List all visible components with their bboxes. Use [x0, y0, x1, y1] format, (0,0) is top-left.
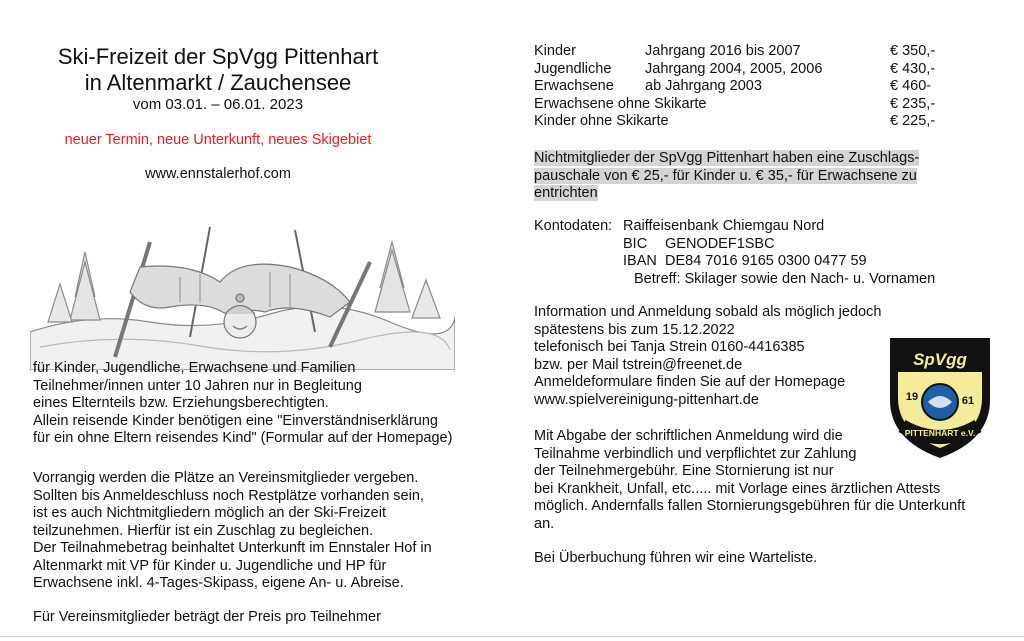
text-line: der Teilnehmergebühr. Eine Stornierung ist nur: [534, 463, 834, 479]
text-line: Teilnahme verbindlich und verpflichtet zur Zahlung: [534, 445, 857, 462]
price-detail: Jahrgang 2004, 2005, 2006: [645, 60, 823, 77]
price-row: [534, 61, 954, 79]
left-paragraph-2: [33, 470, 432, 593]
text-line: pauschale von € 25,- für Kinder u. € 35,- für Erwachsene zu: [534, 167, 917, 184]
price-table: [534, 43, 954, 131]
bic-value: GENODEF1SBC: [665, 235, 775, 252]
waitlist-note: Bei Überbuchung führen wir eine Warteliste.: [534, 550, 818, 566]
text-line: bei Krankheit, Unfall, etc..... mit Vorlage eines ärztlichen Attests: [534, 480, 941, 497]
price-value: € 225,-: [890, 113, 936, 129]
price-value: € 460-: [890, 78, 932, 94]
bank-label: Kontodaten:: [534, 218, 613, 234]
text-line: Teilnehmer/innen unter 10 Jahren nur in Begleitung: [33, 377, 362, 394]
page-title-line1: Ski-Freizeit der SpVgg Pittenhart: [57, 44, 379, 69]
text-line: entrichten: [534, 185, 598, 201]
text-line: für Kinder, Jugendliche, Erwachsene und Familien: [33, 360, 356, 376]
text-line: bzw. per Mail tstrein@freenet.de: [534, 356, 743, 373]
price-value: € 430,-: [890, 60, 936, 77]
logo-year-right: 61: [961, 395, 975, 407]
text-line: für ein ohne Eltern reisendes Kind" (Formular auf der Homepage): [33, 430, 453, 446]
text-line: ist es auch Nichtmitgliedern möglich an der Ski-Freizeit: [33, 505, 386, 521]
text-line: spätestens bis zum 15.12.2022: [534, 321, 735, 338]
left-paragraph-1: [33, 360, 452, 448]
bank-details: [534, 218, 974, 290]
logo-text-bottom: PITTENHART e.V.: [904, 428, 976, 438]
club-logo: [884, 330, 996, 462]
page-divider: [0, 636, 1024, 637]
price-category: Kinder: [534, 43, 576, 59]
event-dates: vom 03.01. – 06.01. 2023: [132, 96, 304, 113]
text-line: Anmeldeformulare finden Sie auf der Homepage: [534, 374, 846, 390]
price-category: Erwachsene ohne Skikarte: [534, 95, 707, 112]
text-line: Erwachsene inkl. 4-Tages-Skipass, eigene An- u. Abreise.: [33, 575, 404, 591]
text-line: eines Elternteils bzw. Erziehungsberechtigten.: [33, 395, 329, 411]
price-row: [534, 96, 954, 114]
bic-label: BIC: [623, 235, 648, 252]
price-category: Jugendliche: [534, 60, 612, 77]
member-price-intro: Für Vereinsmitglieder beträgt der Preis pro Teilnehmer: [33, 609, 381, 625]
price-row: [534, 113, 954, 131]
price-row: [534, 78, 954, 96]
text-line: Vorrangig werden die Plätze an Vereinsmitglieder vergeben.: [33, 470, 419, 486]
price-value: € 350,-: [890, 43, 936, 59]
page-title-line2: in Altenmarkt / Zauchensee: [84, 70, 352, 95]
hotel-website: www.ennstalerhof.com: [145, 166, 291, 182]
payment-reference: Betreff: Skilager sowie den Nach- u. Vornamen: [634, 270, 936, 287]
price-value: € 235,-: [890, 95, 936, 112]
text-line: Information und Anmeldung sobald als möglich jedoch: [534, 304, 882, 320]
text-line: möglich. Andernfalls fallen Stornierungsgebühren für die Unterkunft: [534, 498, 966, 514]
text-line: teilzunehmen. Hierfür ist ein Zuschlag zu begleichen.: [33, 522, 374, 539]
text-line: Sollten bis Anmeldeschluss noch Restplätze vorhanden sein,: [33, 487, 424, 504]
text-line: Altenmarkt mit VP für Kinder u. Jugendliche und HP für: [33, 557, 387, 574]
logo-text-top: SpVgg: [913, 350, 967, 369]
text-line: www.spielvereinigung-pittenhart.de: [534, 391, 759, 408]
text-line: Allein reisende Kinder benötigen eine "Einverständniserklärung: [33, 412, 438, 429]
price-category: Kinder ohne Skikarte: [534, 113, 669, 129]
text-line: an.: [534, 515, 555, 532]
surcharge-note: [534, 150, 919, 203]
text-line: Der Teilnahmebetrag beinhaltet Unterkunft im Ennstaler Hof in: [33, 540, 432, 556]
bank-name: Raiffeisenbank Chiemgau Nord: [623, 218, 825, 234]
price-row: [534, 43, 954, 61]
skier-illustration: [30, 222, 455, 370]
text-line: telefonisch bei Tanja Strein 0160-4416385: [534, 339, 805, 355]
registration-info: [534, 304, 881, 409]
notice-text: neuer Termin, neue Unterkunft, neues Skigebiet: [64, 132, 372, 148]
text-line: Nichtmitglieder der SpVgg Pittenhart haben eine Zuschlags-: [534, 150, 920, 166]
logo-year-left: 19: [905, 391, 919, 403]
price-detail: ab Jahrgang 2003: [645, 78, 762, 94]
text-line: Mit Abgabe der schriftlichen Anmeldung wird die: [534, 428, 843, 444]
iban-label: IBAN: [623, 253, 657, 269]
price-detail: Jahrgang 2016 bis 2007: [645, 43, 801, 59]
iban-value: DE84 7016 9165 0300 0477 59: [665, 253, 867, 269]
price-category: Erwachsene: [534, 78, 614, 94]
